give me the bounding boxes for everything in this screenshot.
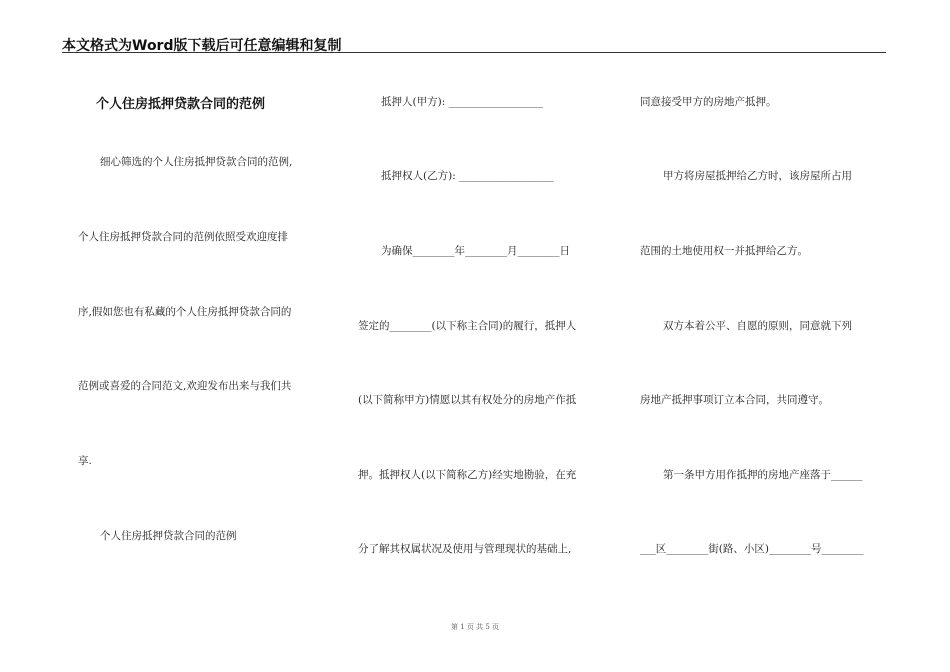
header-title: 本文格式为Word版下载后可任意编辑和复制 bbox=[62, 38, 342, 54]
col1-line-6: 个人住房抵押贷款合同的范例 bbox=[100, 530, 237, 542]
col3-line-6: 第一条甲方用作抵押的房地产座落于______ bbox=[663, 469, 863, 481]
col3-line-3: 范围的土地使用权一并抵押给乙方。 bbox=[640, 245, 808, 257]
col3-line-7: ___区________街(路、小区)________号________ bbox=[640, 543, 864, 555]
col3-line-2: 甲方将房屋抵押给乙方时，该房屋所占用 bbox=[663, 170, 852, 182]
col1-line-1: 细心筛选的个人住房抵押贷款合同的范例, bbox=[100, 156, 293, 168]
col1-line-3: 序,假如您也有私藏的个人住房抵押贷款合同的 bbox=[78, 306, 292, 318]
col3-line-4: 双方本着公平、自愿的原则，同意就下列 bbox=[663, 320, 852, 332]
col1-line-4: 范例或喜爱的合同范文,欢迎发布出来与我们共 bbox=[78, 380, 292, 392]
col2-line-6: 押。抵押权人(以下简称乙方)经实地勘验，在充 bbox=[358, 469, 577, 481]
header-rule bbox=[62, 52, 886, 53]
col2-line-4: 签定的________(以下称主合同)的履行，抵押人 bbox=[358, 320, 577, 332]
page-footer: 第 1 页 共 5 页 bbox=[450, 623, 500, 631]
col2-line-1: 抵押人(甲方): __________________ bbox=[381, 96, 544, 108]
col2-line-3: 为确保________年________月________日 bbox=[381, 245, 570, 257]
doc-title: 个人住房抵押贷款合同的范例 bbox=[96, 97, 266, 112]
col1-line-2: 个人住房抵押贷款合同的范例依照受欢迎度排 bbox=[78, 231, 288, 243]
col3-line-5: 房地产抵押事项订立本合同，共同遵守。 bbox=[640, 394, 829, 406]
col3-line-1: 同意接受甲方的房地产抵押。 bbox=[640, 96, 777, 108]
col2-line-5: (以下简称甲方)情愿以其有权处分的房地产作抵 bbox=[358, 394, 577, 406]
col2-line-2: 抵押权人(乙方): __________________ bbox=[381, 170, 554, 182]
col1-line-5: 享. bbox=[78, 455, 92, 467]
col2-line-7: 分了解其权属状况及使用与管理现状的基础上, bbox=[358, 543, 572, 555]
